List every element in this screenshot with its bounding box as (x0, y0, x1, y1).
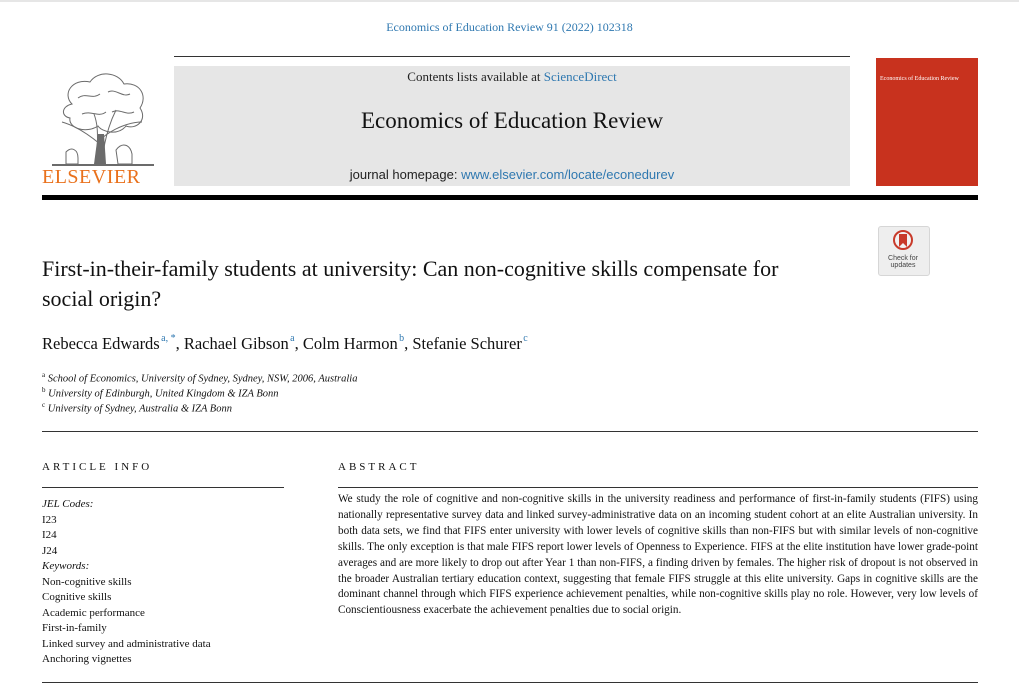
journal-citation-link[interactable]: Economics of Education Review 91 (2022) 102318 (386, 20, 633, 34)
affiliation-text: University of Edinburgh, United Kingdom & IZA Bonn (48, 388, 279, 400)
keywords-label: Keywords: (42, 560, 90, 572)
header-rule (174, 56, 850, 57)
article-title: First-in-their-family students at university: Can non-cognitive skills compensate for social origin? (42, 256, 779, 311)
author-list (42, 334, 528, 354)
sciencedirect-link[interactable]: ScienceDirect (543, 69, 617, 84)
keyword: Academic performance (42, 606, 145, 619)
journal-title: Economics of Education Review (360, 108, 664, 133)
affiliation-b (42, 386, 279, 400)
affiliation-text: School of Economics, University of Sydney, Sydney, NSW, 2006, Australia (47, 373, 358, 385)
keyword: Non-cognitive skills (42, 575, 132, 588)
jel-code: J24 (42, 544, 58, 557)
author-name[interactable]: Colm Harmon (302, 334, 398, 353)
article-info-rule (42, 487, 284, 488)
contents-line (174, 69, 850, 85)
affiliation-key: c (42, 401, 46, 409)
affiliation-key: a (42, 371, 46, 379)
author-name[interactable]: Stefanie Schurer (412, 334, 522, 353)
author-separator: , (294, 334, 303, 353)
keyword: First-in-family (42, 622, 107, 634)
author-separator: , (404, 334, 413, 353)
abstract-text: We study the role of cognitive and non-cognitive skills in the university readiness and performance of first-in-family students (FIFS) using nationally representative survey data and linked survey-administrative data on an incoming student cohort at an elite Australian university. In both data sets, we find that FIFS enter university with lower levels of cognitive skills than non-FIFS but with similar levels of non-cognitive skills. The only exception is that male FIFS report lower levels of Openness to Experience. FIFS at the elite institution have lower grade-point averages and are more likely to drop out after Year 1 than non-FIFS, a finding driven by females. The higher risk of dropout is not observed in the broader Australian tertiary education context, suggesting that female FIFS struggle at this elite university. Gaps in cognitive skills are the dominant channel through which FIFS experience achievement penalties, while non-cognitive skills play no role. However, very low levels of Conscientiousness exacerbate the achievement penalties due to social origin. (338, 493, 978, 617)
abstract-heading: ABSTRACT (338, 461, 420, 473)
affiliation-c (42, 401, 232, 415)
jel-codes-label: JEL Codes: (42, 498, 94, 510)
author-affiliation-mark[interactable]: a, * (161, 332, 176, 344)
bookmark-icon (893, 230, 913, 252)
section-rule (42, 431, 978, 432)
author-affiliation-mark[interactable]: c (523, 332, 528, 344)
keyword: Cognitive skills (42, 591, 112, 603)
bottom-rule (42, 682, 978, 683)
keyword: Anchoring vignettes (42, 653, 132, 665)
homepage-link[interactable]: www.elsevier.com/locate/econedurev (461, 167, 675, 182)
publisher-wordmark: ELSEVIER (42, 166, 141, 188)
author-affiliation-mark[interactable]: a (290, 332, 295, 344)
header-thick-rule (42, 195, 978, 200)
abstract-rule (338, 487, 978, 488)
badge-line-2: updates (890, 262, 916, 269)
top-border (0, 0, 1019, 2)
jel-code: I24 (42, 529, 57, 541)
jel-code: I23 (42, 513, 57, 526)
author-name[interactable]: Rebecca Edwards (42, 334, 160, 353)
keyword: Linked survey and administrative data (42, 637, 211, 650)
affiliation-key: b (42, 386, 46, 394)
contents-prefix: Contents lists available at (407, 69, 544, 84)
author-separator: , (175, 334, 184, 353)
author-name[interactable]: Rachael Gibson (183, 334, 289, 353)
article-info-panel (42, 497, 282, 668)
author-affiliation-mark[interactable]: b (399, 332, 405, 344)
homepage-prefix: journal homepage: (349, 167, 462, 182)
affiliation-a (42, 371, 357, 385)
badge-line-1: Check for (888, 255, 918, 262)
affiliation-text: University of Sydney, Australia & IZA Bonn (47, 403, 232, 415)
check-for-updates-label (878, 255, 928, 269)
journal-cover-title: Economics of Education Review (880, 76, 959, 82)
homepage-line (174, 167, 850, 182)
article-info-heading: ARTICLE INFO (42, 461, 153, 473)
